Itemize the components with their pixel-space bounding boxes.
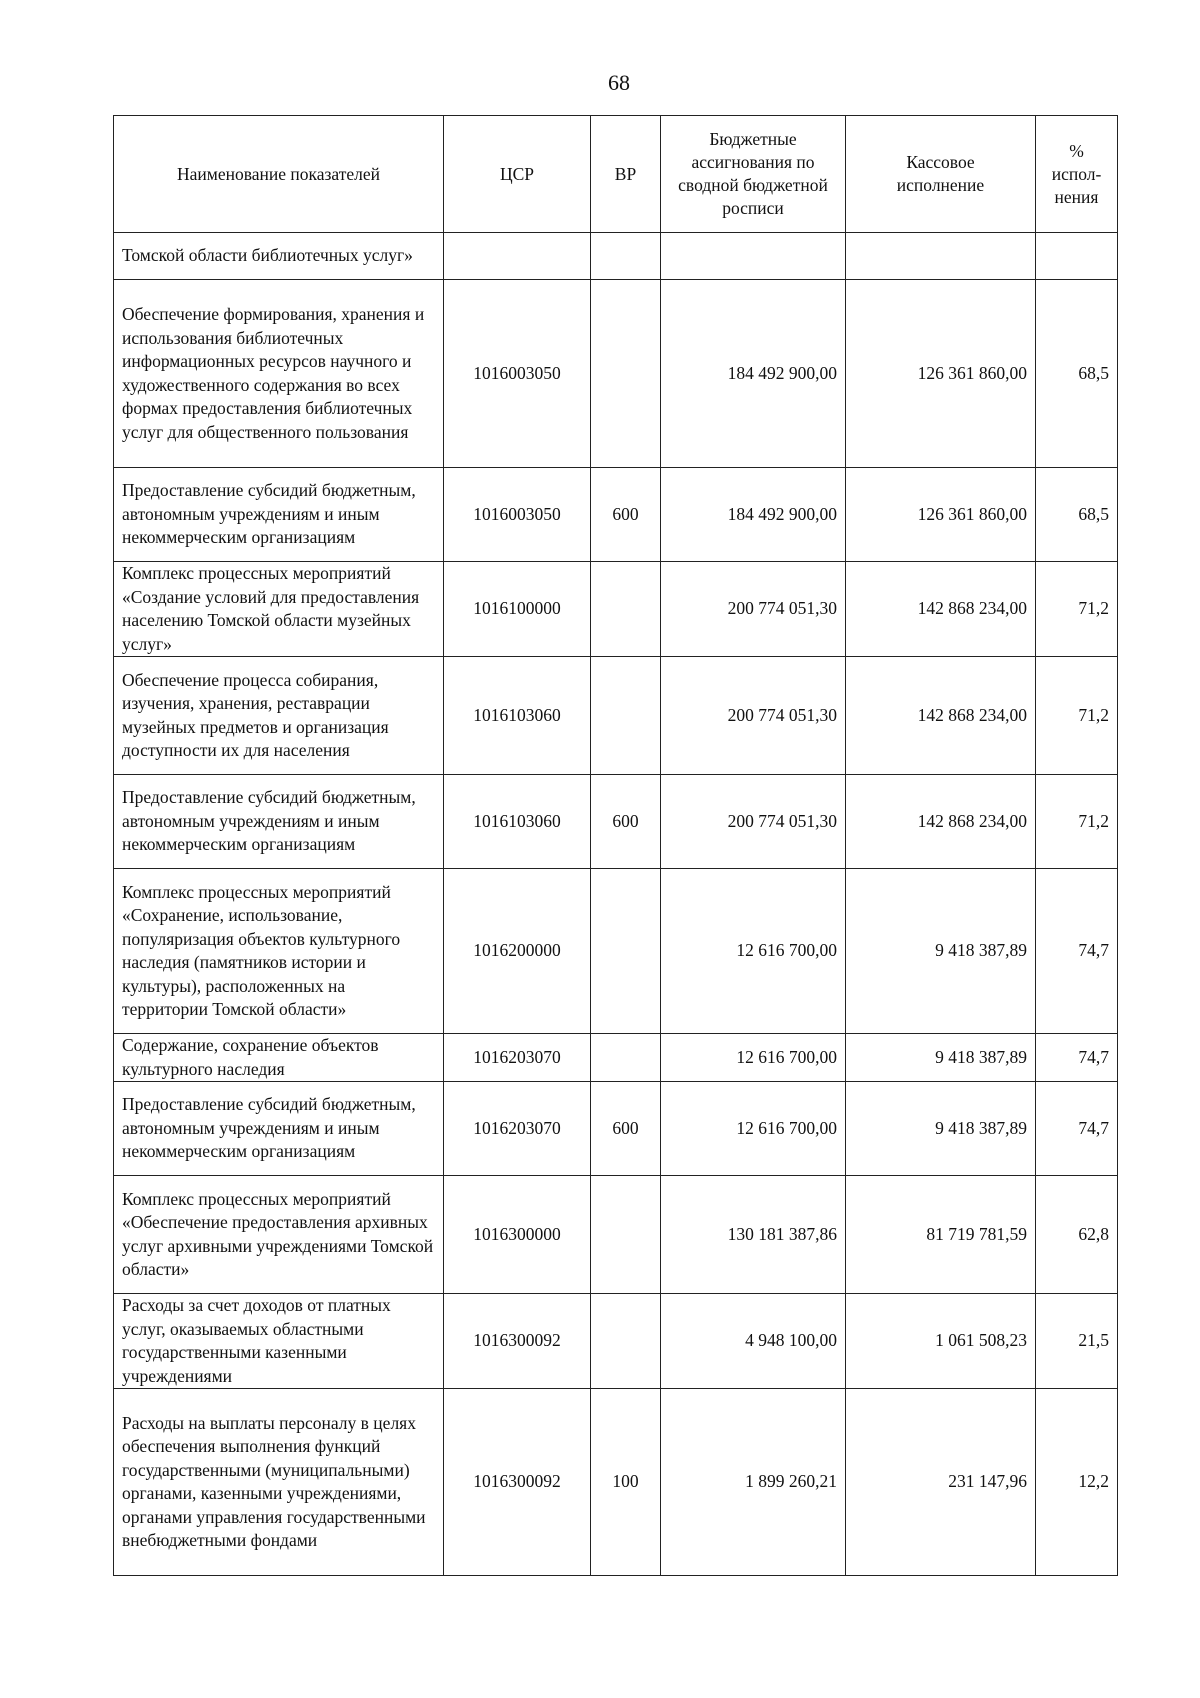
row-name: Обеспечение формирования, хранения и использования библиотечных информационных ресурсов научного и художественного содержания во всех формах предоставления библиотечных услуг для общественного пользования [114,280,444,468]
row-csr: 1016003050 [444,280,591,468]
row-vr [591,233,661,280]
row-budget: 200 774 051,30 [661,657,846,775]
row-name: Комплекс процессных мероприятий «Обеспечение предоставления архивных услуг архивными учреждениями Томской области» [114,1176,444,1294]
row-name: Расходы за счет доходов от платных услуг, оказываемых областными государственными казенными учреждениями [114,1294,444,1389]
row-name: Содержание, сохранение объектов культурного наследия [114,1034,444,1082]
row-vr [591,1176,661,1294]
row-budget: 4 948 100,00 [661,1294,846,1389]
header-budget: Бюджетные ассигнования по сводной бюджетной росписи [661,116,846,233]
row-vr [591,1294,661,1389]
row-cash: 9 418 387,89 [846,1034,1036,1082]
row-cash [846,233,1036,280]
row-name: Предоставление субсидий бюджетным, автономным учреждениям и иным некоммерческим организациям [114,468,444,562]
row-cash: 126 361 860,00 [846,468,1036,562]
header-cash: Кассовое исполнение [846,116,1036,233]
row-cash: 231 147,96 [846,1389,1036,1576]
row-percent: 12,2 [1036,1389,1118,1576]
row-vr: 600 [591,468,661,562]
row-csr [444,233,591,280]
row-name: Комплекс процессных мероприятий «Создание условий для предоставления населению Томской области музейных услуг» [114,562,444,657]
row-budget: 12 616 700,00 [661,869,846,1034]
header-csr: ЦСР [444,116,591,233]
row-csr: 1016103060 [444,775,591,869]
row-cash: 142 868 234,00 [846,775,1036,869]
row-name: Томской области библиотечных услуг» [114,233,444,280]
row-csr: 1016100000 [444,562,591,657]
row-percent: 71,2 [1036,775,1118,869]
row-name: Расходы на выплаты персоналу в целях обеспечения выполнения функций государственными (муниципальными) органами, казенными учреждениями, органами управления государственными внебюджетными фондами [114,1389,444,1576]
header-name: Наименование показателей [114,116,444,233]
budget-execution-table [113,115,1118,1576]
row-percent: 68,5 [1036,468,1118,562]
table-row [114,1389,1118,1576]
row-cash: 1 061 508,23 [846,1294,1036,1389]
row-cash: 126 361 860,00 [846,280,1036,468]
row-percent: 74,7 [1036,869,1118,1034]
table-row [114,562,1118,657]
table-row [114,233,1118,280]
row-percent [1036,233,1118,280]
row-percent: 74,7 [1036,1034,1118,1082]
row-vr [591,280,661,468]
row-vr [591,657,661,775]
row-cash: 9 418 387,89 [846,1082,1036,1176]
row-csr: 1016200000 [444,869,591,1034]
row-name: Обеспечение процесса собирания, изучения, хранения, реставрации музейных предметов и организация доступности их для населения [114,657,444,775]
row-name: Предоставление субсидий бюджетным, автономным учреждениям и иным некоммерческим организациям [114,1082,444,1176]
row-budget: 130 181 387,86 [661,1176,846,1294]
row-cash: 9 418 387,89 [846,869,1036,1034]
row-vr: 100 [591,1389,661,1576]
row-budget: 12 616 700,00 [661,1082,846,1176]
row-percent: 21,5 [1036,1294,1118,1389]
row-budget: 200 774 051,30 [661,775,846,869]
row-budget: 184 492 900,00 [661,280,846,468]
row-cash: 81 719 781,59 [846,1176,1036,1294]
row-percent: 74,7 [1036,1082,1118,1176]
table-row [114,280,1118,468]
row-percent: 62,8 [1036,1176,1118,1294]
row-cash: 142 868 234,00 [846,657,1036,775]
row-budget: 12 616 700,00 [661,1034,846,1082]
table-row [114,869,1118,1034]
row-budget [661,233,846,280]
row-name: Предоставление субсидий бюджетным, автономным учреждениям и иным некоммерческим организациям [114,775,444,869]
row-csr: 1016300092 [444,1294,591,1389]
row-vr: 600 [591,1082,661,1176]
table-row [114,775,1118,869]
row-csr: 1016203070 [444,1034,591,1082]
table-row [114,657,1118,775]
row-vr [591,562,661,657]
header-percent: % испол-нения [1036,116,1118,233]
table-row [114,1034,1118,1082]
row-name: Комплекс процессных мероприятий «Сохранение, использование, популяризация объектов культурного наследия (памятников истории и культуры), расположенных на территории Томской области» [114,869,444,1034]
row-percent: 71,2 [1036,657,1118,775]
row-vr [591,869,661,1034]
row-budget: 200 774 051,30 [661,562,846,657]
header-vr: ВР [591,116,661,233]
row-budget: 184 492 900,00 [661,468,846,562]
table-row [114,1082,1118,1176]
table-row [114,468,1118,562]
row-csr: 1016300000 [444,1176,591,1294]
row-vr [591,1034,661,1082]
row-csr: 1016003050 [444,468,591,562]
row-budget: 1 899 260,21 [661,1389,846,1576]
page-number: 68 [608,70,630,95]
row-percent: 68,5 [1036,280,1118,468]
table-row [114,1176,1118,1294]
table-row [114,1294,1118,1389]
row-csr: 1016300092 [444,1389,591,1576]
row-vr: 600 [591,775,661,869]
row-cash: 142 868 234,00 [846,562,1036,657]
row-csr: 1016203070 [444,1082,591,1176]
row-percent: 71,2 [1036,562,1118,657]
row-csr: 1016103060 [444,657,591,775]
table-header-row [114,116,1118,233]
